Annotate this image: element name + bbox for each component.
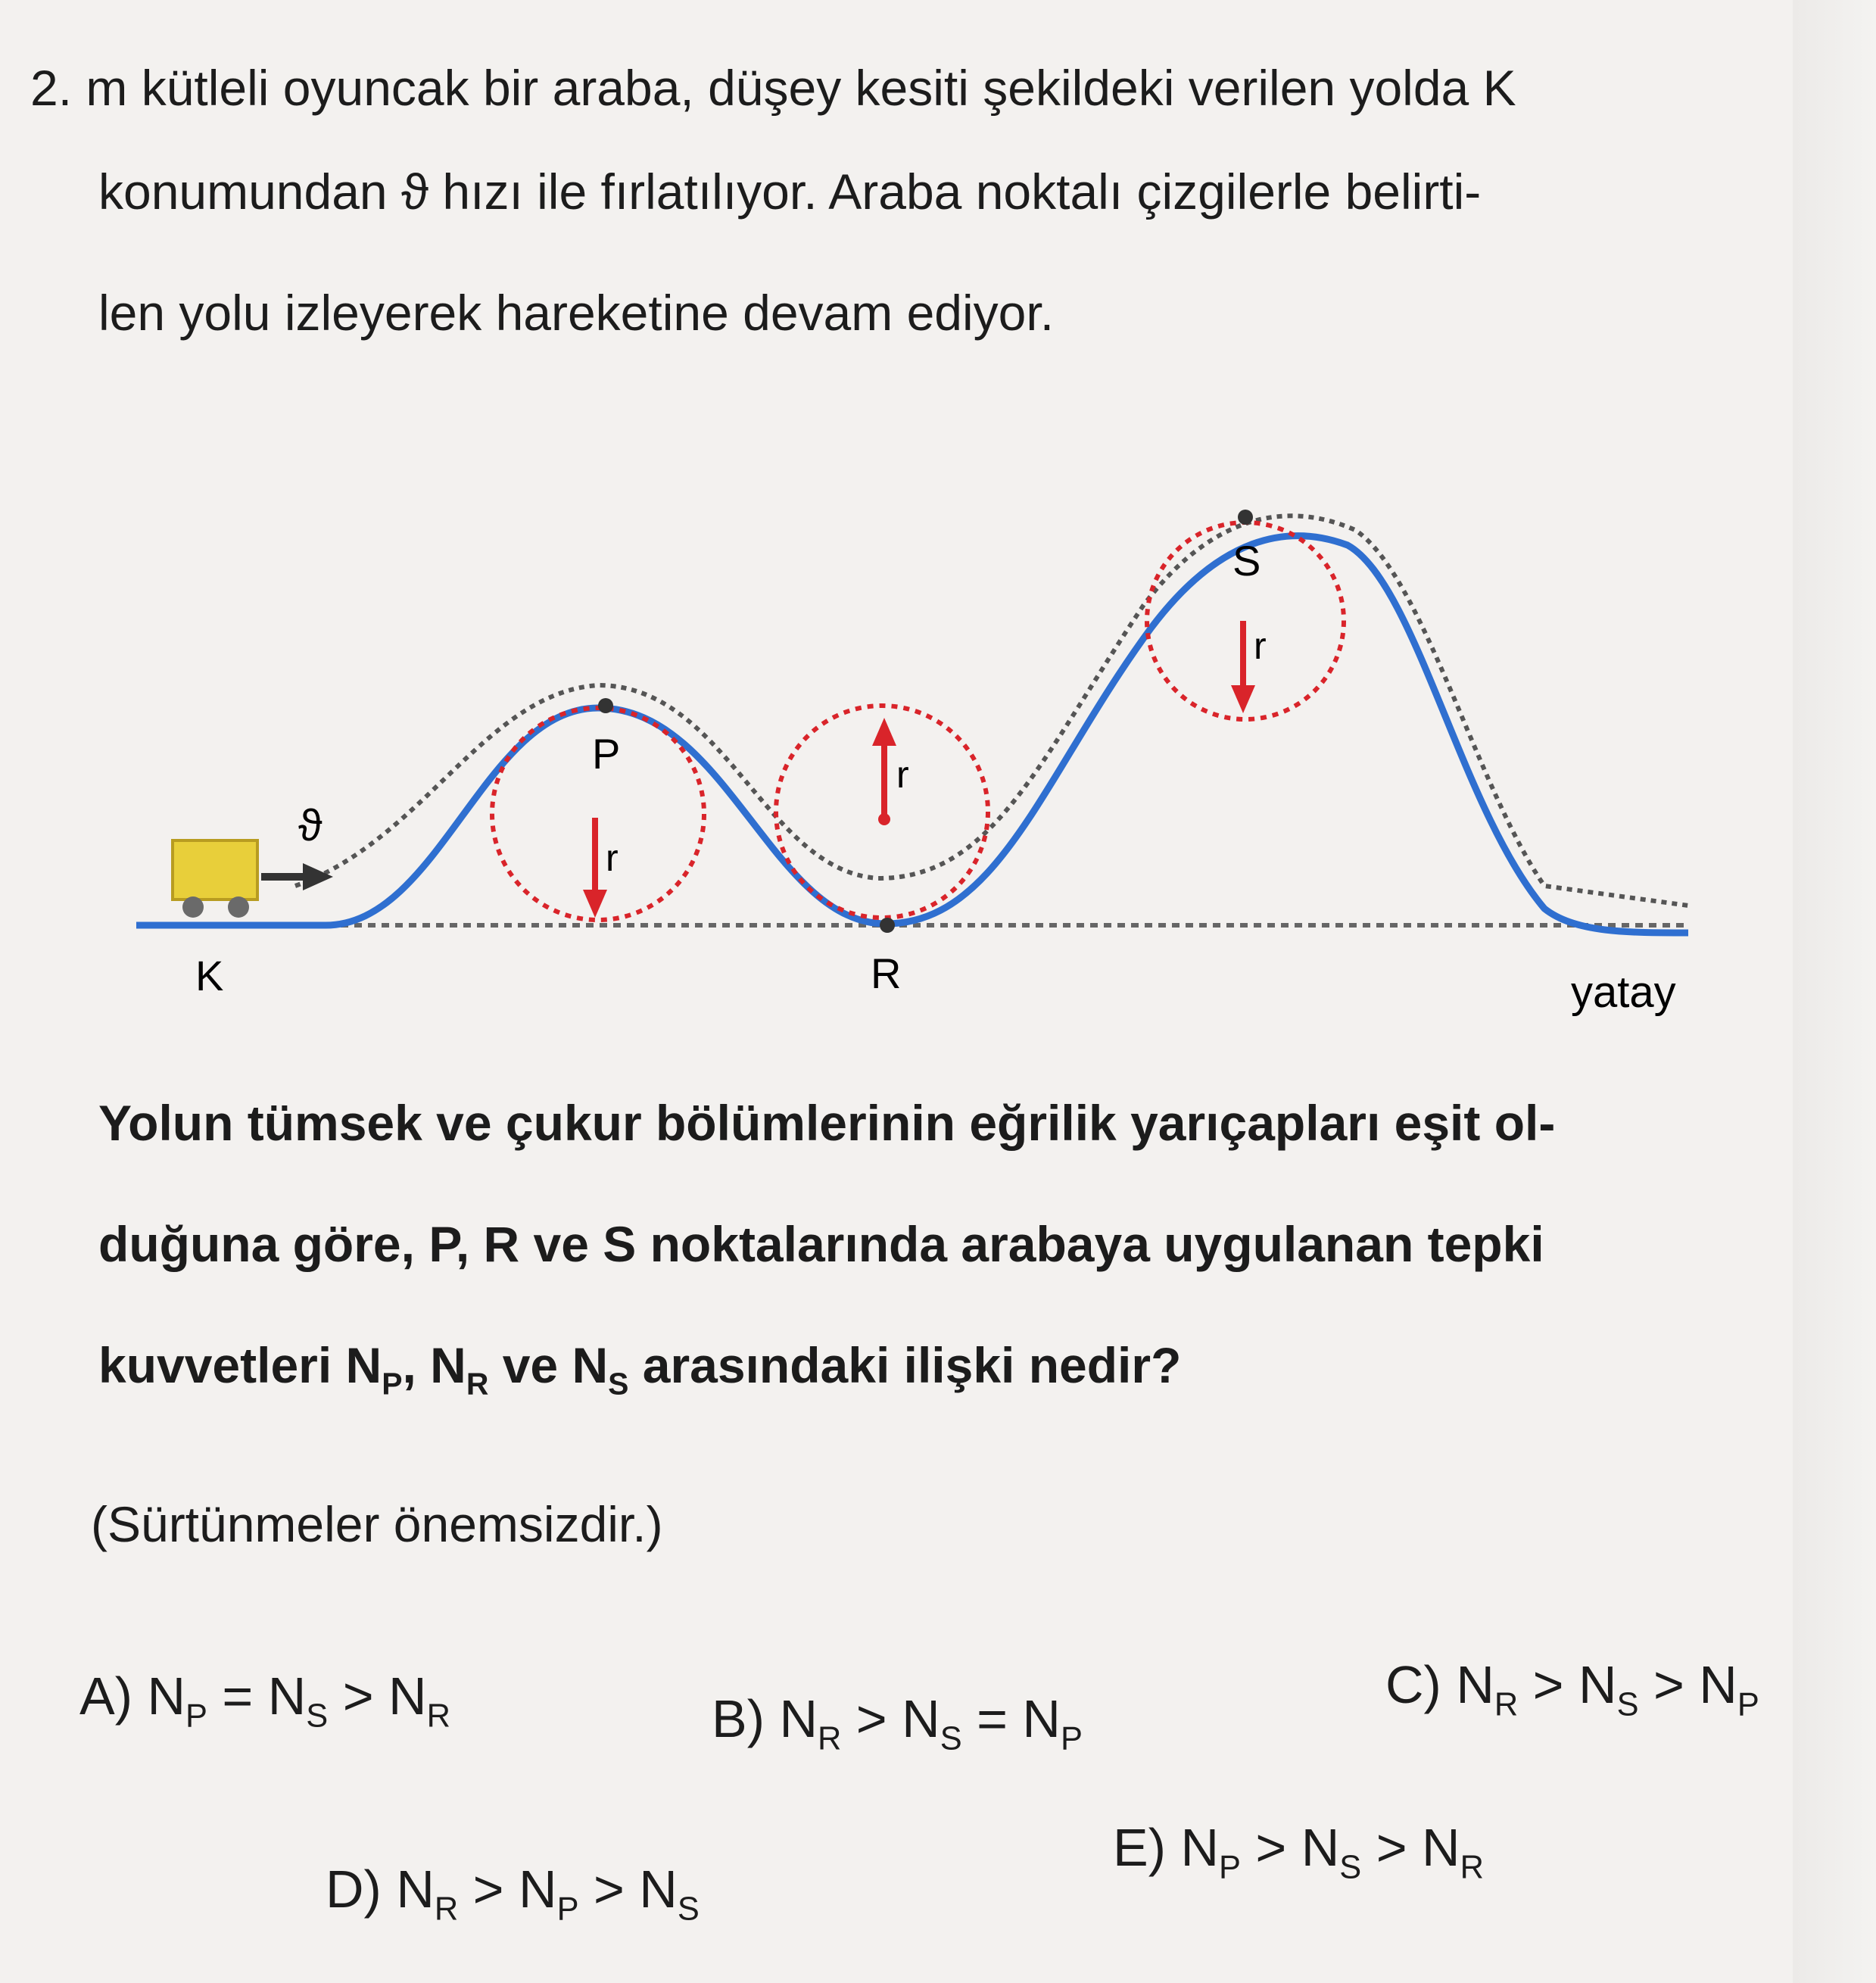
- label-radius-r: r: [896, 753, 909, 796]
- option-e[interactable]: E) $N_P > N_S > N_R$: [1113, 1818, 1484, 1886]
- prompt-note: (Sürtünmeler önemsizdir.): [91, 1496, 663, 1552]
- question-stem-line-1: [30, 59, 1516, 117]
- point-r-dot: [880, 918, 895, 933]
- option-c[interactable]: C) $N_R > N_S > N_P$: [1385, 1655, 1759, 1723]
- stem-text-1: m kütleli oyuncak bir araba, düşey kesiti şekildeki verilen yolda K: [86, 60, 1516, 116]
- option-d[interactable]: D) $N_R > N_P > N_S$: [326, 1860, 700, 1928]
- label-horizontal: yatay: [1571, 968, 1676, 1017]
- prompt-line-1: Yolun tümsek ve çukur bölümlerinin eğrilik yarıçapları eşit ol-: [98, 1095, 1556, 1151]
- radius-arrow-p: [583, 818, 607, 918]
- track-figure: [0, 454, 1741, 1030]
- question-number: 2.: [30, 60, 73, 116]
- option-b[interactable]: B) $N_R > N_S = N_P$: [712, 1689, 1083, 1757]
- toy-car: [173, 840, 257, 918]
- option-a[interactable]: A) $N_P = N_S > N_R$: [79, 1667, 450, 1735]
- label-radius-p: r: [606, 837, 619, 879]
- page-edge: [1793, 0, 1876, 1983]
- prompt-line-2: duğuna göre, P, R ve S noktalarında arabaya uygulanan tepki: [98, 1216, 1544, 1272]
- radius-arrow-s: [1231, 621, 1255, 713]
- point-s-dot: [1238, 510, 1253, 525]
- point-p-dot: [598, 698, 613, 713]
- question-stem-line-2: konumundan ϑ hızı ile fırlatılıyor. Araba noktalı çizgilerle belirti-: [98, 164, 1482, 220]
- car-path-dotted: [295, 516, 1688, 906]
- label-p: P: [592, 730, 621, 778]
- label-radius-s: r: [1254, 625, 1267, 667]
- radius-arrow-r: [872, 718, 896, 825]
- prompt-line-3: kuvvetleri $N_P$, $N_R$ ve $N_S$ arasındaki ilişki nedir?: [98, 1337, 1182, 1402]
- label-velocity: ϑ: [298, 801, 323, 850]
- label-k: K: [195, 952, 224, 999]
- question-stem-line-3: len yolu izleyerek hareketine devam ediyor.: [98, 285, 1055, 341]
- label-s: S: [1232, 537, 1261, 585]
- label-r-point: R: [871, 949, 902, 997]
